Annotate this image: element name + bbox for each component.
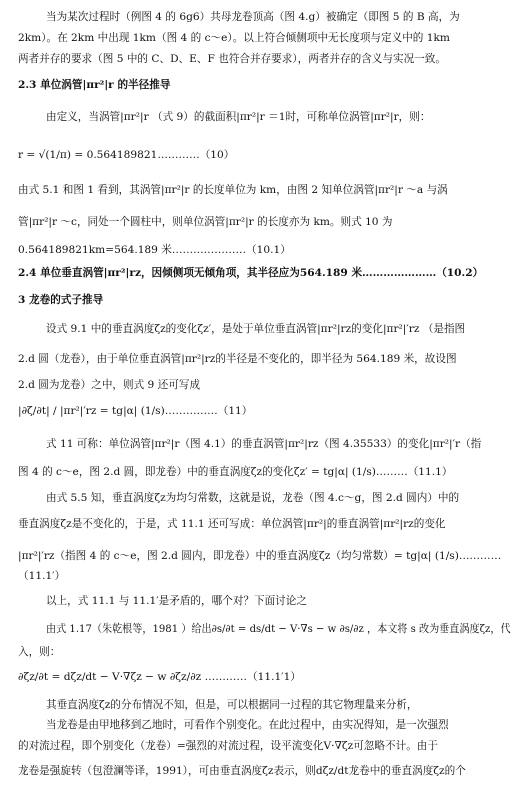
body-line: 由式 5.1 和图 1 看到，其涡管|πr²|r 的长度单位为 km，由图 2 知单位涡管|πr²|r ～a 与涡 [18, 184, 448, 196]
body-line: 式 11 可称：单位涡管|πr²|r（图 4.1）的垂直涡管|πr²|rz（图 4.35533）的变化|πr²|′r（指 [46, 438, 482, 450]
equation: ∂ζz/∂t = dζz/dt − V·∇ζz − w ∂ζz/∂z …………（11.1′1） [18, 671, 301, 683]
body-line: 图 4 的 c～e，图 2.d 圆，即龙卷）中的垂直涡度ζz的变化ζz′ = tg|α| (1/s)………（11.1） [18, 466, 453, 478]
body-line: 龙卷是强旋转（包澄澜等译，1991），可由垂直涡度ζz表示，则dζz/dt龙卷中的垂直涡度ζz的个 [18, 765, 466, 777]
section-heading: 2.3 单位涡管|πr²|r 的半径推导 [18, 79, 171, 91]
body-line: 由定义，当涡管|πr²|r （式 9）的截面积|πr²|r ＝1时，可称单位涡管|πr²|r，则： [46, 111, 431, 123]
section-heading: 3 龙卷的式子推导 [18, 294, 104, 306]
body-line: 设式 9.1 中的垂直涡度ζz的变化ζz′，是处于单位垂直涡管|πr²|rz的变化|πr²|′rz （是指图 [46, 323, 466, 335]
body-line: 以上，式 11.1 与 11.1′是矛盾的，哪个对？下面讨论之 [46, 595, 307, 607]
section-heading: 2.4 单位垂直涡管|πr²|rz，因倾侧项无倾角项，其半径应为564.189 米…………………（10.2） [18, 267, 484, 279]
body-line: |πr²|′rz（指图 4 的 c～e，图 2.d 圆内，即龙卷）中的垂直涡度ζz（均匀常数）= tg|α| (1/s)………… [18, 550, 502, 562]
body-line: 2.d 圆（龙卷），由于单位垂直涡管|πr²|rz的半径是不变化的，即半径为 564.189 米，故设图 [18, 353, 457, 365]
body-line: 当龙卷是由甲地移到乙地时，可看作个别变化。在此过程中，由实况得知，是一次强烈 [46, 719, 449, 731]
equation: |∂ζ/∂t| / |πr²|′rz = tg|α| (1/s)……………（11） [18, 405, 253, 417]
body-line: 由式 1.17（朱乾根等，1981 ）给出∂s/∂t = ds/dt − V·∇s − w ∂s/∂z ，本文将 s 改为垂直涡度ζz，代 [46, 623, 511, 635]
body-line: 其垂直涡度ζz的分布情况不知，但是，可以根据同一过程的其它物理量来分析， [46, 699, 418, 711]
body-line: 当为某次过程时（例图 4 的 6g6）共母龙卷顶高（图 4.g）被确定（即图 5 的 B 高，为 [46, 11, 460, 23]
body-line: 两者并存的要求（图 5 中的 C、D、E、F 也符合并存要求），两者并存的含义与实况一致。 [18, 53, 446, 65]
body-line: 垂直涡度ζz是不变化的，于是，式 11.1 还可写成：单位涡管|πr²|的垂直涡管|πr²|rz的变化 [18, 518, 446, 530]
body-line: 入，则： [18, 646, 61, 658]
body-line: （11.1′） [18, 570, 66, 582]
body-line: 由式 5.5 知，垂直涡度ζz为均匀常数，这就是说，龙卷（图 4.c～g，图 2.d 圆内）中的 [46, 492, 460, 504]
equation: r = √(1/π) = 0.564189821…………（10） [18, 149, 235, 161]
body-line: 管|πr²|r ～c，同处一个圆柱中，则单位涡管|πr²|r 的长度亦为 km。则式 10 为 [18, 216, 393, 228]
body-line: 的对流过程，即个别变化（龙卷）=强烈的对流过程，设平流变化V·∇ζz可忽略不计。由于 [18, 740, 438, 752]
body-line: 0.564189821km=564.189 米…………………（10.1） [18, 244, 291, 256]
body-line: 2km）。在 2km 中出现 1km（图 4 的 c～e）。以上符合倾侧项中无长度项与定义中的 1km [18, 32, 450, 44]
body-line: 2.d 圆为龙卷）之中，则式 9 还可写成 [18, 379, 201, 391]
